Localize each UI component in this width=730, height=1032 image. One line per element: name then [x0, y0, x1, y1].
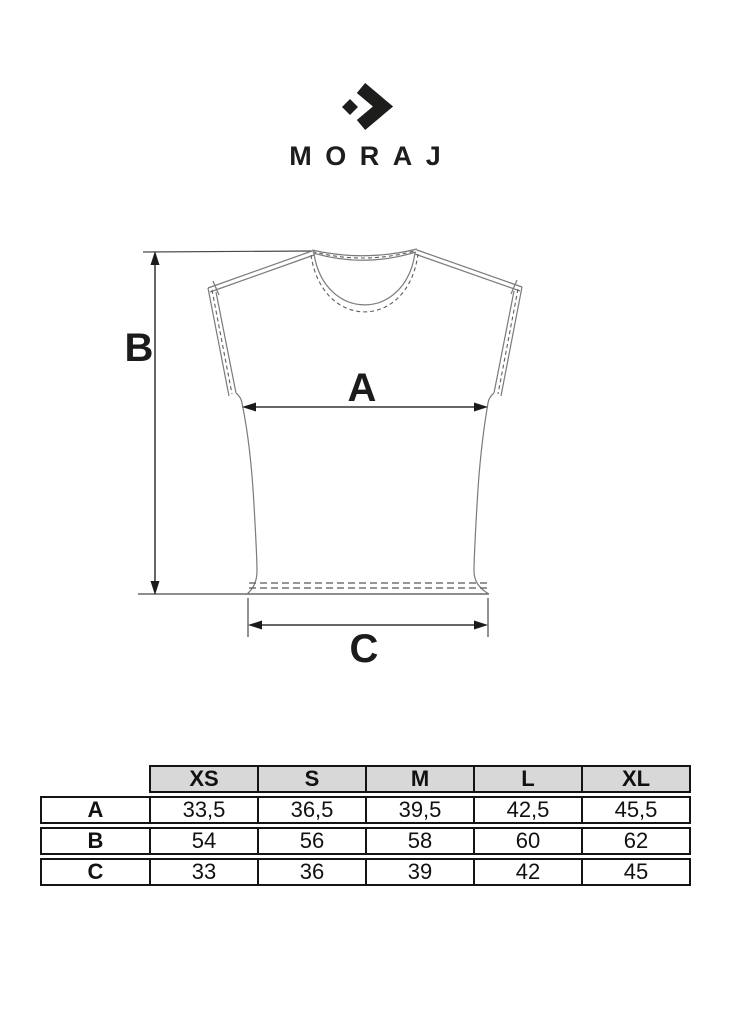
tshirt-measurement-diagram: [110, 225, 570, 670]
table-row-c: [40, 858, 691, 886]
value-a-l: 42,5: [473, 796, 583, 824]
value-b-xl: 62: [581, 827, 691, 855]
tshirt-outline: [208, 249, 522, 594]
row-label-b: B: [40, 827, 151, 855]
dimension-b-arrow: [151, 251, 160, 595]
value-c-m: 39: [365, 858, 475, 886]
size-col-header-xl: XL: [581, 765, 691, 793]
table-row-a: [40, 796, 691, 824]
value-a-xl: 45,5: [581, 796, 691, 824]
moraj-diamond-chevron-icon: [335, 78, 395, 132]
brand-wordmark: MORAJ: [289, 141, 455, 171]
brand-logo: [0, 78, 730, 172]
value-c-xl: 45: [581, 858, 691, 886]
value-c-s: 36: [257, 858, 367, 886]
value-b-xs: 54: [149, 827, 259, 855]
dimension-a-label: A: [347, 366, 377, 410]
size-col-header-s: S: [257, 765, 367, 793]
size-col-header-l: L: [473, 765, 583, 793]
value-c-l: 42: [473, 858, 583, 886]
table-header-row: [40, 765, 691, 793]
table-row-b: [40, 827, 691, 855]
size-col-header-xs: XS: [149, 765, 259, 793]
size-col-header-m: M: [365, 765, 475, 793]
extension-lines: [138, 251, 489, 637]
size-table: [40, 765, 691, 886]
value-a-m: 39,5: [365, 796, 475, 824]
value-c-xs: 33: [149, 858, 259, 886]
row-label-a: A: [40, 796, 151, 824]
value-b-l: 60: [473, 827, 583, 855]
table-corner-spacer: [40, 765, 151, 793]
value-b-m: 58: [365, 827, 475, 855]
value-a-s: 36,5: [257, 796, 367, 824]
value-b-s: 56: [257, 827, 367, 855]
row-label-c: C: [40, 858, 151, 886]
dimension-b-label: B: [124, 326, 154, 370]
dimension-c-label: C: [349, 627, 379, 670]
value-a-xs: 33,5: [149, 796, 259, 824]
